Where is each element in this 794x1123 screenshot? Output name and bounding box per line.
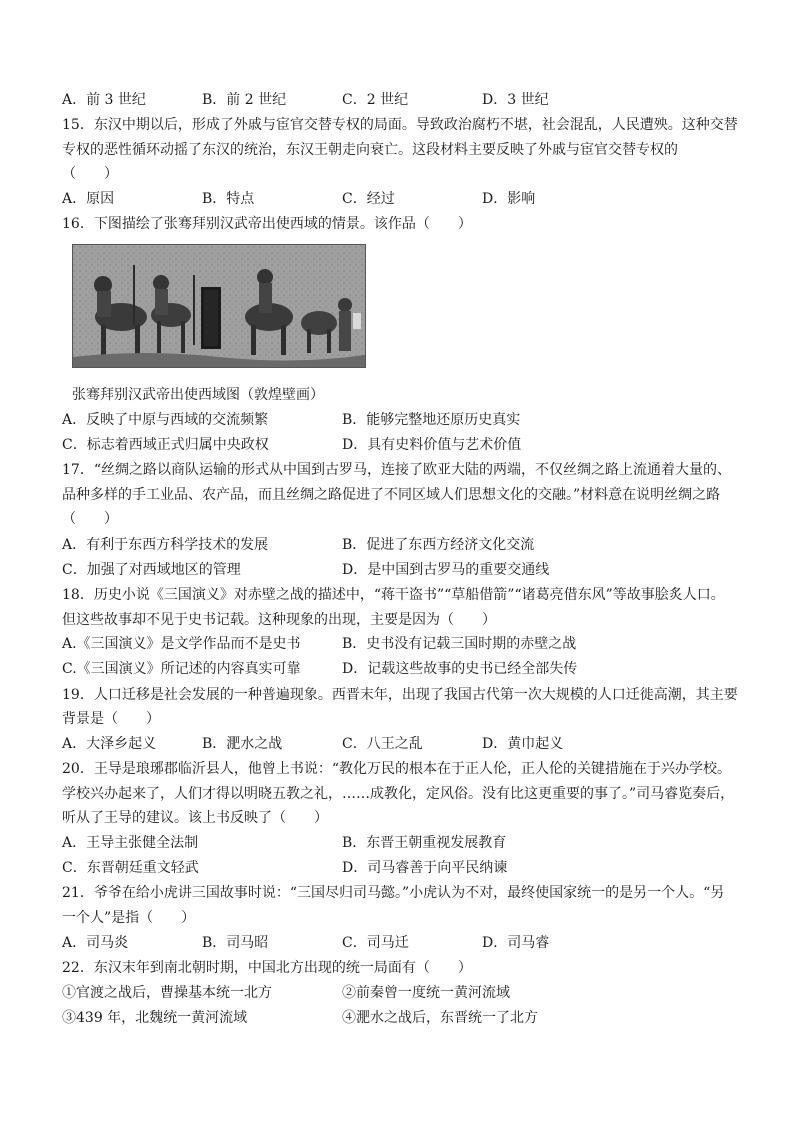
q15-option-c[interactable]: C．经过 bbox=[342, 191, 395, 207]
q16-option-b[interactable]: B．能够完整地还原历史真实 bbox=[342, 412, 521, 428]
q14-option-d[interactable]: D．3 世纪 bbox=[482, 92, 549, 108]
q15-stem-line-3: （ ） bbox=[62, 166, 118, 182]
q14-option-a[interactable]: A．前 3 世纪 bbox=[62, 92, 146, 108]
q20-option-a[interactable]: A．王导主张健全法制 bbox=[62, 835, 199, 851]
q18-option-c[interactable]: C.《三国演义》所记述的内容真实可靠 bbox=[62, 661, 301, 677]
q19-option-c[interactable]: C．八王之乱 bbox=[342, 736, 423, 752]
q15-option-d[interactable]: D．影响 bbox=[482, 191, 536, 207]
q14-option-b[interactable]: B．前 2 世纪 bbox=[202, 92, 287, 108]
q22-statement-2: ②前秦曾一度统一黄河流域 bbox=[342, 985, 510, 1001]
q17-option-d[interactable]: D．是中国到古罗马的重要交通线 bbox=[342, 562, 550, 578]
q20-option-b[interactable]: B．东晋王朝重视发展教育 bbox=[342, 835, 507, 851]
q16-stem: 16．下图描绘了张骞拜别汉武帝出使西域的情景。该作品（ ） bbox=[62, 216, 472, 232]
dunhuang-mural-image bbox=[72, 244, 366, 368]
mural-caption: 张骞拜别汉武帝出使西域图（敦煌壁画） bbox=[72, 387, 324, 403]
q19-option-b[interactable]: B．淝水之战 bbox=[202, 736, 283, 752]
q19-option-a[interactable]: A．大泽乡起义 bbox=[62, 736, 157, 752]
q22-statement-1: ①官渡之战后，曹操基本统一北方 bbox=[62, 985, 272, 1001]
q15-stem-line-1: 15．东汉中期以后，形成了外戚与宦官交替专权的局面。导致政治腐朽不堪，社会混乱，人民遭殃。这种交替 bbox=[62, 117, 738, 133]
q18-stem-line-2: 但这些故事却不见于史书记载。这种现象的出现，主要是因为（ ） bbox=[62, 612, 496, 628]
q19-stem-line-1: 19．人口迁移是社会发展的一种普遍现象。西晋末年，出现了我国古代第一次大规模的人口迁徙高潮，其主要 bbox=[62, 687, 738, 703]
q17-stem-line-3: （ ） bbox=[62, 511, 118, 527]
mural-illustration bbox=[73, 245, 365, 367]
q21-stem-line-1: 21．爷爷在给小虎讲三国故事时说：“三国尽归司马懿。”小虎认为不对，最终使国家统一的是另一个人。“另 bbox=[62, 885, 725, 901]
q17-stem-line-1: 17．“丝绸之路以商队运输的形式从中国到古罗马，连接了欧亚大陆的两端，不仅丝绸之路上流通着大量的、 bbox=[62, 462, 731, 478]
q18-option-b[interactable]: B．史书没有记载三国时期的赤壁之战 bbox=[342, 636, 577, 652]
q18-stem-line-1: 18．历史小说《三国演义》对赤壁之战的描述中，“蒋干盗书”“草船借箭”“诸葛亮借东风”等故事脍炙人口。 bbox=[62, 587, 725, 603]
q20-option-d[interactable]: D．司马睿善于向平民纳谏 bbox=[342, 860, 508, 876]
q17-option-a[interactable]: A．有利于东西方科学技术的发展 bbox=[62, 537, 269, 553]
q15-option-b[interactable]: B．特点 bbox=[202, 191, 255, 207]
q22-stem: 22．东汉末年到南北朝时期，中国北方出现的统一局面有（ ） bbox=[62, 960, 472, 976]
q16-option-a[interactable]: A．反映了中原与西域的交流频繁 bbox=[62, 412, 269, 428]
q18-option-a[interactable]: A.《三国演义》是文学作品而不是史书 bbox=[62, 636, 301, 652]
q16-option-c[interactable]: C．标志着西域正式归属中央政权 bbox=[62, 437, 269, 453]
q19-option-d[interactable]: D．黄巾起义 bbox=[482, 736, 564, 752]
q15-stem-line-2: 专权的恶性循环动摇了东汉的统治，东汉王朝走向衰亡。这段材料主要反映了外戚与宦官交替专权的 bbox=[62, 142, 678, 158]
q21-option-a[interactable]: A．司马炎 bbox=[62, 935, 129, 951]
q17-option-b[interactable]: B．促进了东西方经济文化交流 bbox=[342, 537, 535, 553]
q21-stem-line-2: 一个人”是指（ ） bbox=[62, 910, 196, 926]
q21-option-c[interactable]: C．司马迁 bbox=[342, 935, 409, 951]
q21-option-d[interactable]: D．司马睿 bbox=[482, 935, 550, 951]
q20-stem-line-1: 20．王导是琅琊郡临沂县人，他曾上书说：“教化万民的根本在于正人伦，正人伦的关键措施在于兴办学校。 bbox=[62, 761, 731, 777]
q14-option-c[interactable]: C．2 世纪 bbox=[342, 92, 409, 108]
q22-statement-4: ④淝水之战后，东晋统一了北方 bbox=[342, 1010, 538, 1026]
q17-stem-line-2: 品种多样的手工业品、农产品，而且丝绸之路促进了不同区域人们思想文化的交融。”材料意在说明丝绸之路 bbox=[62, 487, 721, 503]
q17-option-c[interactable]: C．加强了对西域地区的管理 bbox=[62, 562, 241, 578]
q15-option-a[interactable]: A．原因 bbox=[62, 191, 115, 207]
q19-stem-line-2: 背景是（ ） bbox=[62, 711, 160, 727]
q22-statement-3: ③439 年，北魏统一黄河流域 bbox=[62, 1010, 248, 1026]
q18-option-d[interactable]: D．记载这些故事的史书已经全部失传 bbox=[342, 661, 578, 677]
q21-option-b[interactable]: B．司马昭 bbox=[202, 935, 269, 951]
q20-stem-line-2: 学校兴办起来了，人们才得以明晓五教之礼，……成教化，定风俗。没有比这更重要的事了。”司马睿览奏后， bbox=[62, 786, 735, 802]
q20-stem-line-3: 听从了王导的建议。该上书反映了（ ） bbox=[62, 810, 328, 826]
q16-option-d[interactable]: D．具有史料价值与艺术价值 bbox=[342, 437, 522, 453]
q20-option-c[interactable]: C．东晋朝廷重文轻武 bbox=[62, 860, 199, 876]
